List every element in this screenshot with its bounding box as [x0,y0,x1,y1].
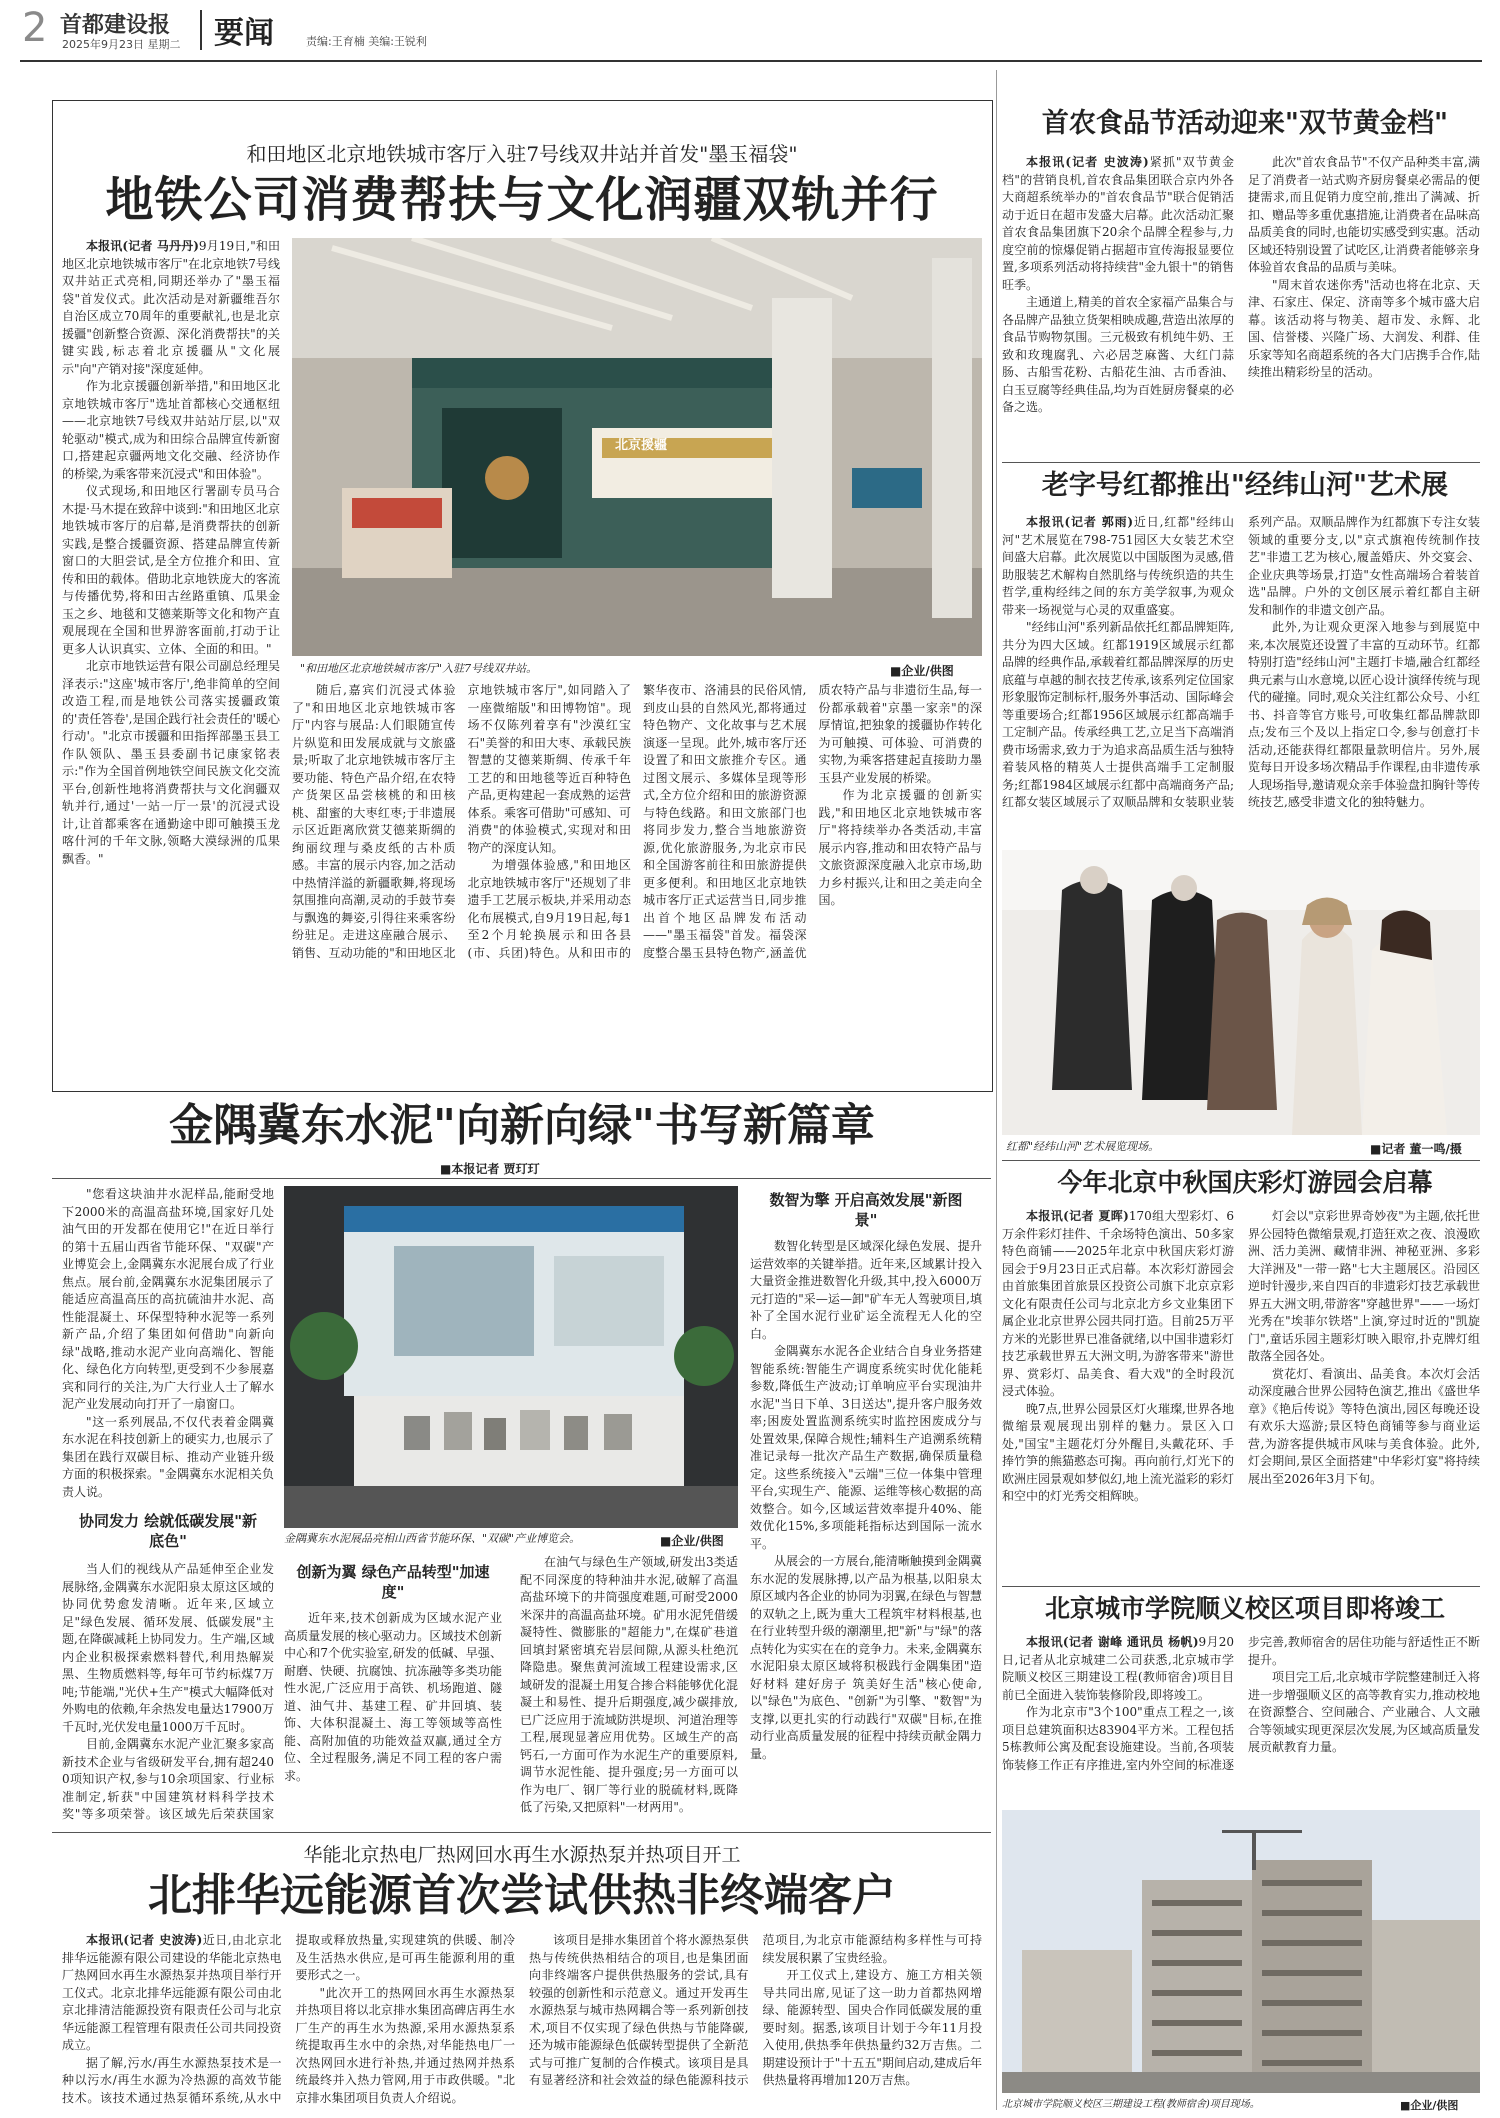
article-3-photo-caption: 红都"经纬山河"艺术展览现场。 [1006,1140,1160,1153]
article-1-p2: 作为北京援疆创新举措,"和田地区北京地铁城市客厅"选址首都核心交通枢纽——北京地铁7号线双井站站厅层,以"双轮驱动"模式,成为和田综合品牌宣传新窗口,搭建起京疆两地文化交融、经济协作的桥梁,为乘客带来沉浸式"和田体验"。 [62,379,280,481]
date-line: 2025年9月23日 星期二 [62,38,181,51]
article-2-headline: 首农食品节活动迎来"双节黄金档" [1041,108,1449,139]
article-1-p1: 9月19日,"和田地区北京地铁城市客厅"在北京地铁7号线双井站正式亮相,同期还举办了"墨玉福袋"首发仪式。此次活动是对新疆维吾尔自治区成立70周年的重要献礼,也是北京援疆"创新整合资源、深化消费帮扶"的关键实践,标志着北京援疆从"文化展示"向"产销对接"深度延伸。 [62,239,280,376]
article-4-sub2: 创新为翼 绿色产品转型"加速度" [296,1563,490,1601]
article-5-headline: 今年北京中秋国庆彩灯游园会启幕 [1057,1168,1433,1197]
article-2-byline: 本报讯(记者 史波涛) [1026,155,1149,169]
article-7-p3: "此次开工的热网回水再生水源热泵并热项目将以北京排水集团高碑店再生水厂生产的再生水为热源,采用水源热泵系统提取再生水中的余热,对华能热电厂一次热网回水进行补热,并通过热网并热系统最终并入热力管网,用于市政供暖。"北京排水集团项目负责人介绍说。 [295,1985,515,2105]
article-1-p6: 为增强体验感,"和田地区北京地铁城市客厅"还规划了非遗手工艺展示板块,并采用动态化布展模式,自9月19日起,每1至2个月轮换展示和田各县(市、兵团)特色。从和田市的繁华夜市、洛浦县的民俗风情,到皮山县的自然风光,都将通过特色物产、文化故事与艺术展演逐一呈现。此外,城市客厅还设置了和田文旅推介专区。通过图文展示、多媒体呈现等形式,全方位介绍和田的旅游资源与特色线路。和田文旅部门也将同步发力,整合当地旅游资源,优化旅游服务,为北京市民和全国游客前往和田旅游提供更多便利。和田地区北京地铁城市客厅正式运营当日,同步推出首个地区品牌发布活动——"墨玉福袋"首发。福袋深度整合墨玉县特色物产,涵盖优质农特产品与非遗衍生品,每一份都承载着"京墨一家亲"的深厚情谊,把独象的援疆协作转化为可触摸、可体验、可消费的实物,为乘客搭建起直接助力墨玉县产业发展的桥梁。 [467,683,982,960]
article-6-p2: 作为北京市"3个100"重点工程之一,该项目总建筑面积达83904平方米。工程包括5栋教师公寓及配套设施建设。当前,各项装饰装修工作正有序推进,室内外空间的标准逐步完善,教师宿舍的居住功能与舒适性正不断提升。 [1002,1635,1480,1772]
column-divider [996,70,997,2110]
article-4-p9: 从展会的一方展台,能清晰触摸到金隅冀东水泥的发展脉搏,以产品为根基,以阳泉太原区域内各企业的协同为羽翼,在绿色与智慧的双轨之上,既为重大工程筑牢材料根基,也在行业转型升级的潮潮里,把"新"与"绿"的落点转化为实实在在的竞争力。未来,金隅冀东水泥阳泉太原区域将积极践行金隅集团"造好材料 建好房子 筑美好生活"核心使命,以"绿色"为底色、"创新"为引擎、"数智"为支撑,以更扎实的行动践行"双碳"目标,在推动行业高质量发展的征程中持续贡献金隅力量。 [750,1554,982,1761]
article-3-p3: 此外,为让观众更深入地参与到展览中来,本次展览还设置了丰富的互动环节。红都特别打造"经纬山河"主题打卡墙,融合红都经典元素与山水意境,以匠心设计演绎传统与现代的碰撞。同时,观众关注红都公众号、小红书、抖音等官方账号,可收集红都品牌款即点;发布三个及以上指定口令,参与创意打卡活动,还能获得红都限量款明信片。另外,展览每日开设多场次精品手作课程,由非遗传承人现场指导,邀请观众亲手体验盘扣胸针等传统技艺,感受非遗文化的独特魅力。 [1248,620,1480,809]
article-1-byline: 本报讯(记者 马丹丹) [86,239,199,253]
editors: 责编:王育楠 美编:王锐利 [306,35,427,48]
article-3-photo [1002,850,1480,1135]
article-2-p2: 主通道上,精美的首农全家福产品集合与各品牌产品独立货架相映成趣,营造出浓厚的食品节购物氛围。三元极致有机纯牛奶、王致和玫瑰腐乳、六必居芝麻酱、大红门蒜肠、古船雪花粉、古船花生油、古币香油、白玉豆腐等经典佳品,均为百姓厨房餐桌的必备之选。 [1002,295,1234,414]
article-5-body [1002,1208,1480,1580]
article-3-byline: 本报讯(记者 郭雨) [1026,515,1134,529]
article-1-col-1 [62,238,280,1078]
article-5-p2: 晚7点,世界公园景区灯火璀璨,世界各地微缩景观展现出别样的魅力。景区入口处,"国宝"主题花灯分外醒目,头戴花环、手捧竹笋的熊猫憨态可掬。再向前行,灯光下的欧洲庄园景观如梦似幻,地上流光溢彩的彩灯和空中的灯光秀交相辉映。 [1002,1401,1234,1503]
exhibition-illustration [1002,850,1480,1135]
article-4-p4: 目前,金隅冀东水泥产业汇聚多家高新技术企业与省级研发平台,拥有超2400项知识产权,参与10余项国家、行业标准制定,斩获"中国建筑材料科学技术奖"等多项荣誉。该区域先后荣获国家 [62,1737,274,1821]
article-3-p1: 近日,红都"经纬山河"艺术展览在798-751园区大女装艺术空间盛大启幕。此次展览以中国版图为灵感,借助服装艺术解构自然肌络与传统织造的共生哲学,重构经纬之间的东方美学叙事,为观众带来一场视觉与心灵的双重盛宴。 [1002,515,1234,617]
article-1-headline: 地铁公司消费帮扶与文化润疆双轨并行 [105,172,939,228]
article-6-body [1002,1634,1480,1804]
article-4-col-4 [750,1186,982,1824]
article-4-p1: "您看这块油井水泥样品,能耐受地下2000米的高温高盐环境,国家好几处油气田的开发都在使用它!"在近日举行的第十五届山西省节能环保、"双碳"产业博览会上,金隅冀东水泥展台成了行业焦点。展台前,金隅冀东水泥集团展示了能适应高温高压的高抗硫油井水泥、高性能混凝土、环保型特种水泥等一系列新产品,介绍了集团如何借助"向新向绿"战略,推动水泥产业向高端化、智能化、绿色化方向转型,更受到不少参展嘉宾和同行的关注,为广大行业人士了解水泥产业发展动向打开了一扇窗口。 [62,1187,274,1411]
article-1-p4: 北京市地铁运营有限公司副总经理吴泽表示:"这座'城市客厅',绝非简单的空间改造工程,而是地铁公司落实援疆政策的'责任答卷',是国企践行社会责任的'暖心行动'。"北京市援疆和田指挥部墨玉县工作队领队、墨玉县委副书记康家铭表示:"作为全国首例地铁空间民族文化交流平台,创新性地将消费帮扶与文化润疆双轨并行,通过'一站一厅一景'的沉浸式设计,让首都乘客在通勤途中即可触摸玉龙喀什河的千年文脉,领略大漠绿洲的瓜果飘香。" [62,659,280,866]
article-1-lower-cols [292,682,982,1082]
article-4-p6: 在油气与绿色生产领域,研发出3类适配不同深度的特种油井水泥,破解了高温高盐环境下的井筒强度难题,可耐受2000米深井的高温高盐环境。矿用水泥凭借缓凝特性、微膨胀的"超能力",在煤矿巷道回填封紧密填充岩层间隙,从源头杜绝沉降隐患。聚焦黄河流域工程建设需求,区域研发的混凝土用复合掺合料能够优化混凝土和易性、提升后期强度,减少碳排放,已广泛应用于流域防洪堤坝、河道治理等工程,展现显著应用优势。区域生产的高钙石,一方面可作为水泥生产的重要原料,调节水泥性能、提升强度;另一方面可以作为电厂、钢厂等行业的脱硫材料,既降低了污染,又把原料"一材两用"。 [520,1555,738,1814]
article-5-rule [1002,1586,1480,1587]
article-7-kicker: 华能北京热电厂热网回水再生水源热泵并热项目开工 [303,1844,741,1866]
article-6-photo-caption: 北京城市学院顺义校区三期建设工程(教师宿舍)项目现场。 [1002,2099,1260,2110]
page-number: 2 [22,5,48,51]
article-4-sub1: 协同发力 绘就低碳发展"新底色" [78,1512,258,1550]
article-4-p7: 数智化转型是区域深化绿色发展、提升运营效率的关键举措。近年来,区域累计投入大量资金推进数智化升级,其中,投入6000万元打造的"采—运—卸"矿车无人驾驶项目,填补了全国水泥行业矿运全流程无人化的空白。 [750,1239,982,1341]
article-7-p1: 近日,由北京北排华远能源有限公司建设的华能北京热电厂热网回水再生水源热泵并热项目举行开工仪式。北京北排华远能源有限公司由北京北排清洁能源投资有限责任公司与北京华远能源工程管理有限责任公司共同投资成立。 [62,1933,282,2052]
article-4-top-rule [52,1178,991,1179]
article-4-sub3: 数智为擎 开启高效发展"新图景" [769,1191,963,1229]
article-3-p2: "经纬山河"系列新品依托红都品牌矩阵,共分为四大区域。红都1919区域展示红都品牌的经典作品,承载着红都品牌深厚的历史底蕴与卓越的制衣技艺传承,该系列定位国家形象服饰定制标杆,服务外事活动、国际峰会等重要场合;红都1956区域展示红都高端手工定制产品。传承经典工艺,立足当下高端消费市场需求,致力于为追求高品质生活与独特着装风格的精英人士提供高端手工定制服务;红都1984区域展示红都中高端商务产品;红都女装区域展示了双顺品牌和女装职业装系列产品。双顺品牌作为红都旗下专注女装领域的重要分支,以"京式旗袍传统制作技艺"非遗工艺为核心,履盖婚庆、外交宴会、企业庆典等场景,打造"女性高端场合着装首选"品牌。户外的文创区展示着红都自主研发和制作的非遗文创产品。 [1002,515,1480,809]
article-5-p4: 赏花灯、看演出、品美食。本次灯会活动深度融合世界公园特色演艺,推出《盛世华章》《艳后传说》等特色演出,园区每晚还设有欢乐大巡游;景区特色商铺等参与商业运营,为游客提供城市风味与美食体验。此外,灯会期间,景区全面搭建"中华彩灯宴"将持续展出至2026年3月下旬。 [1248,1366,1480,1486]
article-7-body [62,1932,982,2112]
article-4-photo-credit: ■企业/供图 [660,1534,724,1548]
paper-name: 首都建设报 [60,12,171,38]
article-4-col-1 [62,1186,274,1824]
article-2-body [1002,154,1480,459]
article-2-p4: "周末首农迷你秀"活动也将在北京、天津、石家庄、保定、济南等多个城市盛大启幕。该活动将与物美、超市发、永辉、北国、信誉楼、兴隆广场、大润发、利群、佳乐家等知名商超系统的各大门店携手合作,陆续推出精彩纷呈的活动。 [1248,277,1480,379]
article-3-headline: 老字号红都推出"经纬山河"艺术展 [1041,470,1449,501]
article-2-p3: 此次"首农食品节"不仅产品种类丰富,满足了消费者一站式购齐厨房餐桌必需品的便捷需求,而且促销力度空前,推出了满减、折扣、赠品等多重优惠措施,让消费者在品味高品质美食的同时,也能切实感受到实惠。活动区域还特别设置了试吃区,让消费者能够亲身体验首农食品的品质与美味。 [1248,155,1480,274]
article-6-p1: 9月20日,记者从北京城建二公司获悉,北京城市学院顺义校区三期建设工程(教师宿舍)项目目前已全面进入装饰装修阶段,即将竣工。 [1002,1635,1234,1702]
article-1-p7: 作为北京援疆的创新实践,"和田地区北京地铁城市客厅"将持续举办各类活动,丰富展示内容,推动和田农特产品与文旅资源深度融入北京市场,助力乡村振兴,让和田之美走向全国。 [818,788,982,907]
article-4-p3: 当人们的视线从产品延伸至企业发展脉络,金隅冀东水泥阳泉太原这区域的协同优势愈发清晰。近年来,区域立足"绿色发展、循环发展、低碳发展"主题,在降碳减耗上协同发力。生产端,区域内企业积极探索燃料替代,利用热解炭黑、生物质燃料等,每年可节约标煤7万吨;节能端,"光伏+生产"模式大幅降低对外购电的依赖,年余热发电量达17900万千瓦时,光伏发电量1000万千瓦时。 [62,1562,274,1734]
masthead-rule [20,60,1482,62]
article-5-p3: 灯会以"京彩世界奇妙夜"为主题,依托世界公园特色微缩景观,打造狂欢之夜、浪漫欧洲、活力美洲、藏情非洲、神秘亚洲、多彩大洋洲及"一带一路"七大主题展区。沿园区逆时针漫步,来自四百的非遗彩灯技艺承载世界五大洲文明,带游客"穿越世界"——一场灯光秀在"埃菲尔铁塔"上演,穿过时近的"凯旋门",童话乐园主题彩灯映入眼帘,扑克牌灯组散落全园各处。 [1248,1209,1480,1363]
article-4-bottom-rule [52,1832,991,1833]
article-4-p8: 金隅冀东水泥各企业结合自身业务搭建智能系统:智能生产调度系统实时优化能耗参数,降低生产波动;订单响应平台实现油井水泥"当日下单、3日送达",提升客户服务效率;困废处置监测系统实时监控困废成分与处置效果,保障合规性;辅料生产追溯系统精准记录每一批次产品生产数据,确保质量稳定。这些系统接入"云端"三位一体集中管理平台,实现生产、能源、运维等核心数据的高效整合。如今,区域运营效率提升40%、能效优化15%,多项能耗指标达到国际一流水平。 [750,1344,982,1551]
booth-sign-text: 北京援疆 [615,438,668,453]
article-1-photo-credit: ■企业/供图 [890,664,954,678]
masthead-divider [200,10,202,50]
article-1-p3: 仪式现场,和田地区行署副专员马合木提·马木提在致辞中谈到:"和田地区北京地铁城市客厅的启幕,是消费帮扶的创新实践,是整合援疆资源、搭建品牌宣传新窗口的大胆尝试,是全方位推介和田、宣传和田的载体。借助北京地铁庞大的客流与传播优势,将和田古丝路重镇、瓜果金玉之乡、地毯和艾德莱斯等文化和物产直观展现在全国和世界游客面前,打动于让更多人认识真实、立体、全面的和田。" [62,484,280,656]
article-4-headline: 金隅冀东水泥"向新向绿"书写新篇章 [169,1100,875,1151]
article-2-p1: 紧抓"双节黄金档"的营销良机,首农食品集团联合京内外各大商超系统举办的"首农食品节"联合促销活动于近日在超市发盛大启幕。此次活动汇聚首农食品集团旗下20余个品牌全程参与,力度空前的惊爆促销占据超市宣传海报显要位置,多项系列活动将持续营"金九银十"的销售旺季。 [1002,155,1234,292]
article-7-p4: 该项目是排水集团首个将水源热泵供热与传统供热相结合的项目,也是集团面向非终端客户提供供热服务的尝试,具有较强的创新性和示范意义。通过开发再生水源热泵与城市热网耦合等一系列新创技术,项目不仅实现了绿色供热与节能降碳,还为城市能源绿色低碳转型提供了全新范式与可推广复制的合作模式。该项目是具有显著经济和社会效益的绿色能源科技示范项目,为北京市能源结构多样性与可持续发展积累了宝贵经验。 [529,1933,982,2087]
article-4-photo [284,1186,738,1528]
article-4-photo-caption: 金隅冀东水泥展品亮相山西省节能环保、"双碳"产业博览会。 [284,1532,581,1545]
article-6-headline: 北京城市学院顺义校区项目即将竣工 [1044,1594,1445,1623]
article-3-photo-credit: ■记者 董一鸣/摄 [1370,1142,1462,1156]
article-4-byline: ■本报记者 贾玎玎 [440,1162,540,1176]
article-5-p1: 170组大型彩灯、6万余件彩灯挂件、千余场特色演出、50多家特色商铺——2025年北京中秋国庆彩灯游园会于9月23日正式启幕。本次彩灯游园会由首旅集团首旅景区投资公司旗下北京京彩文化有限责任公司与北京北方乡文业集团下属企业北京世界公园共同打造。目前25万平方米的光影世界已准备就绪,以中国非遗彩灯技艺承载世界五大洲文明,为游客带来"游世界、赏彩灯、品美食、看大戏"的全时段沉浸式体验。 [1002,1209,1234,1398]
article-7-p5: 开工仪式上,建设方、施工方相关领导共同出席,见证了这一助力首都热网增绿、能源转型、国央合作同低碳发展的重要时刻。据悉,该项目计划于今年11月投入使用,供热季年供热量约32万吉焦。二期建设预计于"十五五"期间启动,建成后年供热量将再增加120万吉焦。 [762,1968,982,2087]
article-6-photo [1002,1810,1480,2093]
building-illustration [1002,1810,1480,2093]
article-4-col-2 [284,1554,502,1824]
article-1-p5: 随后,嘉宾们沉浸式体验了"和田地区北京地铁城市客厅"内容与展品:人们眼随宣传片纵览和田发展成就与文旅盛景;听取了北京地铁城市客厅主要功能、特色产品介绍,在农特产货架区品尝核桃的和田核桃、甜蜜的大枣红枣;于非遗展示区近距离欣赏艾德莱斯绸的绚丽纹理与桑皮纸的古朴质感。丰富的展示内容,加之活动中热情洋溢的新疆歌舞,将现场氛围推向高潮,灵动的手鼓节奏与飘逸的舞姿,引得往来乘客纷纷驻足。走进这座融合展示、销售、互动功能的"和田地区北京地铁城市客厅",如同踏入了一座微缩版"和田博物馆"。现场不仅陈列着享有"沙漠红宝石"美誉的和田大枣、承载民族智慧的艾德莱斯绸、传承千年工艺的和田地毯等近百种特色产品,更构建起一套成熟的运营体系。乘客可借助"可感知、可消费"的体验模式,实现对和田物产的深度认知。 [292,683,631,960]
article-7-headline: 北排华远能源首次尝试供热非终端客户 [148,1870,896,1921]
article-1-photo-caption: "和田地区北京地铁城市客厅"入驻7号线双井站。 [300,662,538,675]
article-3-rule [1002,1160,1480,1161]
article-7-byline: 本报讯(记者 史波涛) [86,1933,203,1947]
article-6-p3: 项目完工后,北京城市学院整建制迁入将进一步增强顺义区的高等教育实力,推动校地在资源整合、空间融合、产业融合、人文融合等领域实现更深层次发展,为区域高质量发展贡献教育力量。 [1248,1670,1480,1754]
masthead [0,0,1500,60]
article-6-byline: 本报讯(记者 谢峰 通讯员 杨帆) [1026,1635,1199,1649]
article-5-byline: 本报讯(记者 夏晖) [1026,1209,1129,1223]
article-3-body [1002,514,1480,844]
section-title: 要闻 [214,16,274,51]
cement-booth-illustration [284,1186,738,1528]
article-4-col-3 [520,1554,738,1824]
article-1-photo [292,238,982,656]
article-1-kicker: 和田地区北京地铁城市客厅入驻7号线双井站并首发"墨玉福袋" [246,142,798,166]
article-4-p5: 近年来,技术创新成为区域水泥产业高质量发展的核心驱动力。区域技术创新中心和7个优实验室,研发的低碱、早强、耐磨、快硬、抗腐蚀、抗冻融等多类功能性水泥,广泛应用于高铁、机场跑道、隧道、油气井、基建工程、矿井回填、装饰、大体积混凝土、海工等领域等高性能、高附加值的功能效益双赢,通过全方位、全过程服务,满足不同工程的客户需求。 [284,1611,502,1783]
article-7-p2: 据了解,污水/再生水源热泵技术是一种以污水/再生水源为冷热源的高效节能技术。该技术通过热泵循环系统,从水中提取或释放热量,实现建筑的供暖、制冷及生活热水供应,是可再生能源利用的重要形式之一。 [62,1933,515,2105]
article-6-photo-credit: ■企业/供图 [1400,2099,1459,2112]
article-4-p2: "这一系列展品,不仅代表着金隅冀东水泥在科技创新上的硬实力,也展示了集团在践行双碳目标、推动产业链升级方面的积极探索。"金隅冀东水泥相关负责人说。 [62,1414,274,1499]
article-2-rule [1002,462,1480,463]
